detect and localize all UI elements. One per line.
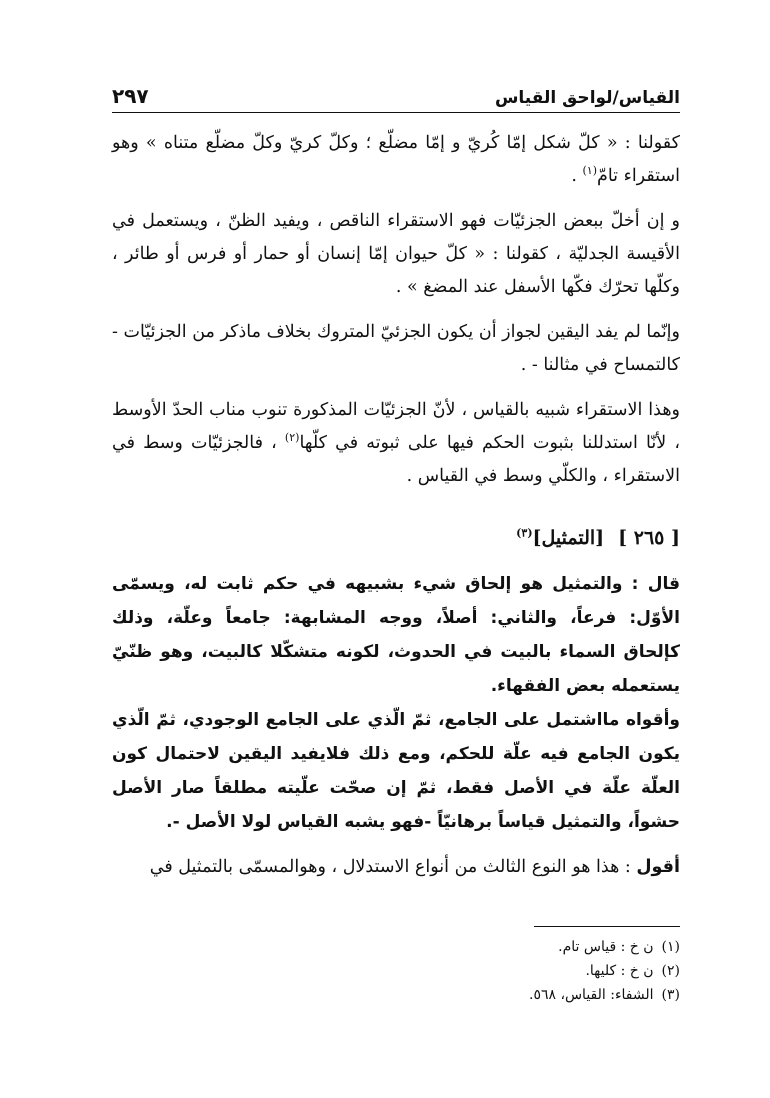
page-header — [112, 72, 680, 113]
footnote-3-num: (٣) — [661, 987, 680, 1003]
page-number: ٢٩٧ — [112, 84, 149, 108]
footnote-3 — [112, 983, 680, 1007]
section-title: [التمثيل] — [532, 527, 605, 549]
matn-lead: قال — [647, 574, 680, 594]
running-title: القياس/لواحق القياس — [494, 88, 680, 108]
paragraph-1-text: كقولنا : « كلّ شكل إمّا كُريّ و إمّا مضلّع ؛ وكلّ كريّ وكلّ مضلّع متناه » وهو استقراء تامّ — [112, 133, 680, 186]
footnote-ref-1[interactable]: (١) — [582, 164, 597, 178]
section-heading — [112, 523, 680, 553]
footnote-ref-2[interactable]: (٢) — [284, 431, 300, 445]
footnote-2-num: (٢) — [661, 963, 680, 979]
paragraph-4 — [112, 394, 680, 493]
footnote-ref-3[interactable]: (٣) — [516, 526, 533, 540]
paragraph-4-text: وهذا الاستقراء شبيه بالقياس ، لأنّ الجزئيّات المذكورة تنوب مناب الحدّ الأوسط ، لأنّا استدللنا بثبوت الحكم فيها على ثبوته في كلّها — [112, 400, 680, 453]
commentary-paragraph — [112, 851, 680, 884]
footnote-1 — [112, 935, 680, 959]
paragraph-4-tail: ، فالجزئيّات وسط في الاستقراء ، والكلّي وسط في القياس . — [112, 433, 680, 486]
footnote-1-num: (١) — [661, 939, 680, 955]
footnotes — [112, 935, 680, 1007]
footnote-divider — [534, 926, 680, 927]
commentary-lead: أقول — [636, 857, 680, 877]
matn-paragraph-1 — [112, 567, 680, 703]
footnote-3-text: الشفاء: القياس، ٥٦٨. — [528, 987, 654, 1003]
commentary-text: : هذا هو النوع الثالث من أنواع الاستدلال ، وهوالمسمّى بالتمثيل في — [149, 857, 631, 877]
paragraph-1-end: . — [571, 166, 583, 186]
book-page — [112, 72, 680, 1007]
section-number: [ ٢٦٥ ] — [618, 527, 680, 549]
footnote-2-text: ن خ : كليها. — [585, 963, 654, 979]
matn-text-1: : والتمثيل هو إلحاق شيء بشبيهه في حكم ثابت له، ويسمّى الأوّل: فرعاً، والثاني: أصلاً، ووجه المشابهة: جامعاً وعلّة، وذلك كإلحاق السماء بالبيت في الحدوث، لكونه متشكّلا كالبيت، وهو ظنّيّ يستعمله بعض الفقهاء. — [112, 574, 680, 696]
footnote-1-text: ن خ : قياس تام. — [558, 939, 654, 955]
matn-paragraph-2: وأقواه مااشتمل على الجامع، ثمّ الّذي على الجامع الوجودي، ثمّ الّذي يكون الجامع فيه علّة للحكم، ومع ذلك فلايفيد اليقين لاحتمال كون العلّة علّة في الأصل فقط، ثمّ إن صحّت علّيته مطلقاً صار الأصل حشواً، والتمثيل قياساً برهانيّاً -فهو يشبه القياس لولا الأصل -. — [112, 710, 680, 832]
footnote-2 — [112, 959, 680, 983]
paragraph-2: و إن أخلّ ببعض الجزئيّات فهو الاستقراء الناقص ، ويفيد الظنّ ، ويستعمل في الأقيسة الجدليّة ، كقولنا : « كلّ حيوان إمّا إنسان أو حمار أو فرس أو طائر ، وكلّها تحرّك فكّها الأسفل عند المضغ » . — [112, 211, 680, 297]
paragraph-1 — [112, 127, 680, 193]
paragraph-3: وإنّما لم يفد اليقين لجواز أن يكون الجزئيّ المتروك بخلاف ماذكر من الجزئيّات - كالتمساح في مثالنا - . — [112, 322, 680, 375]
